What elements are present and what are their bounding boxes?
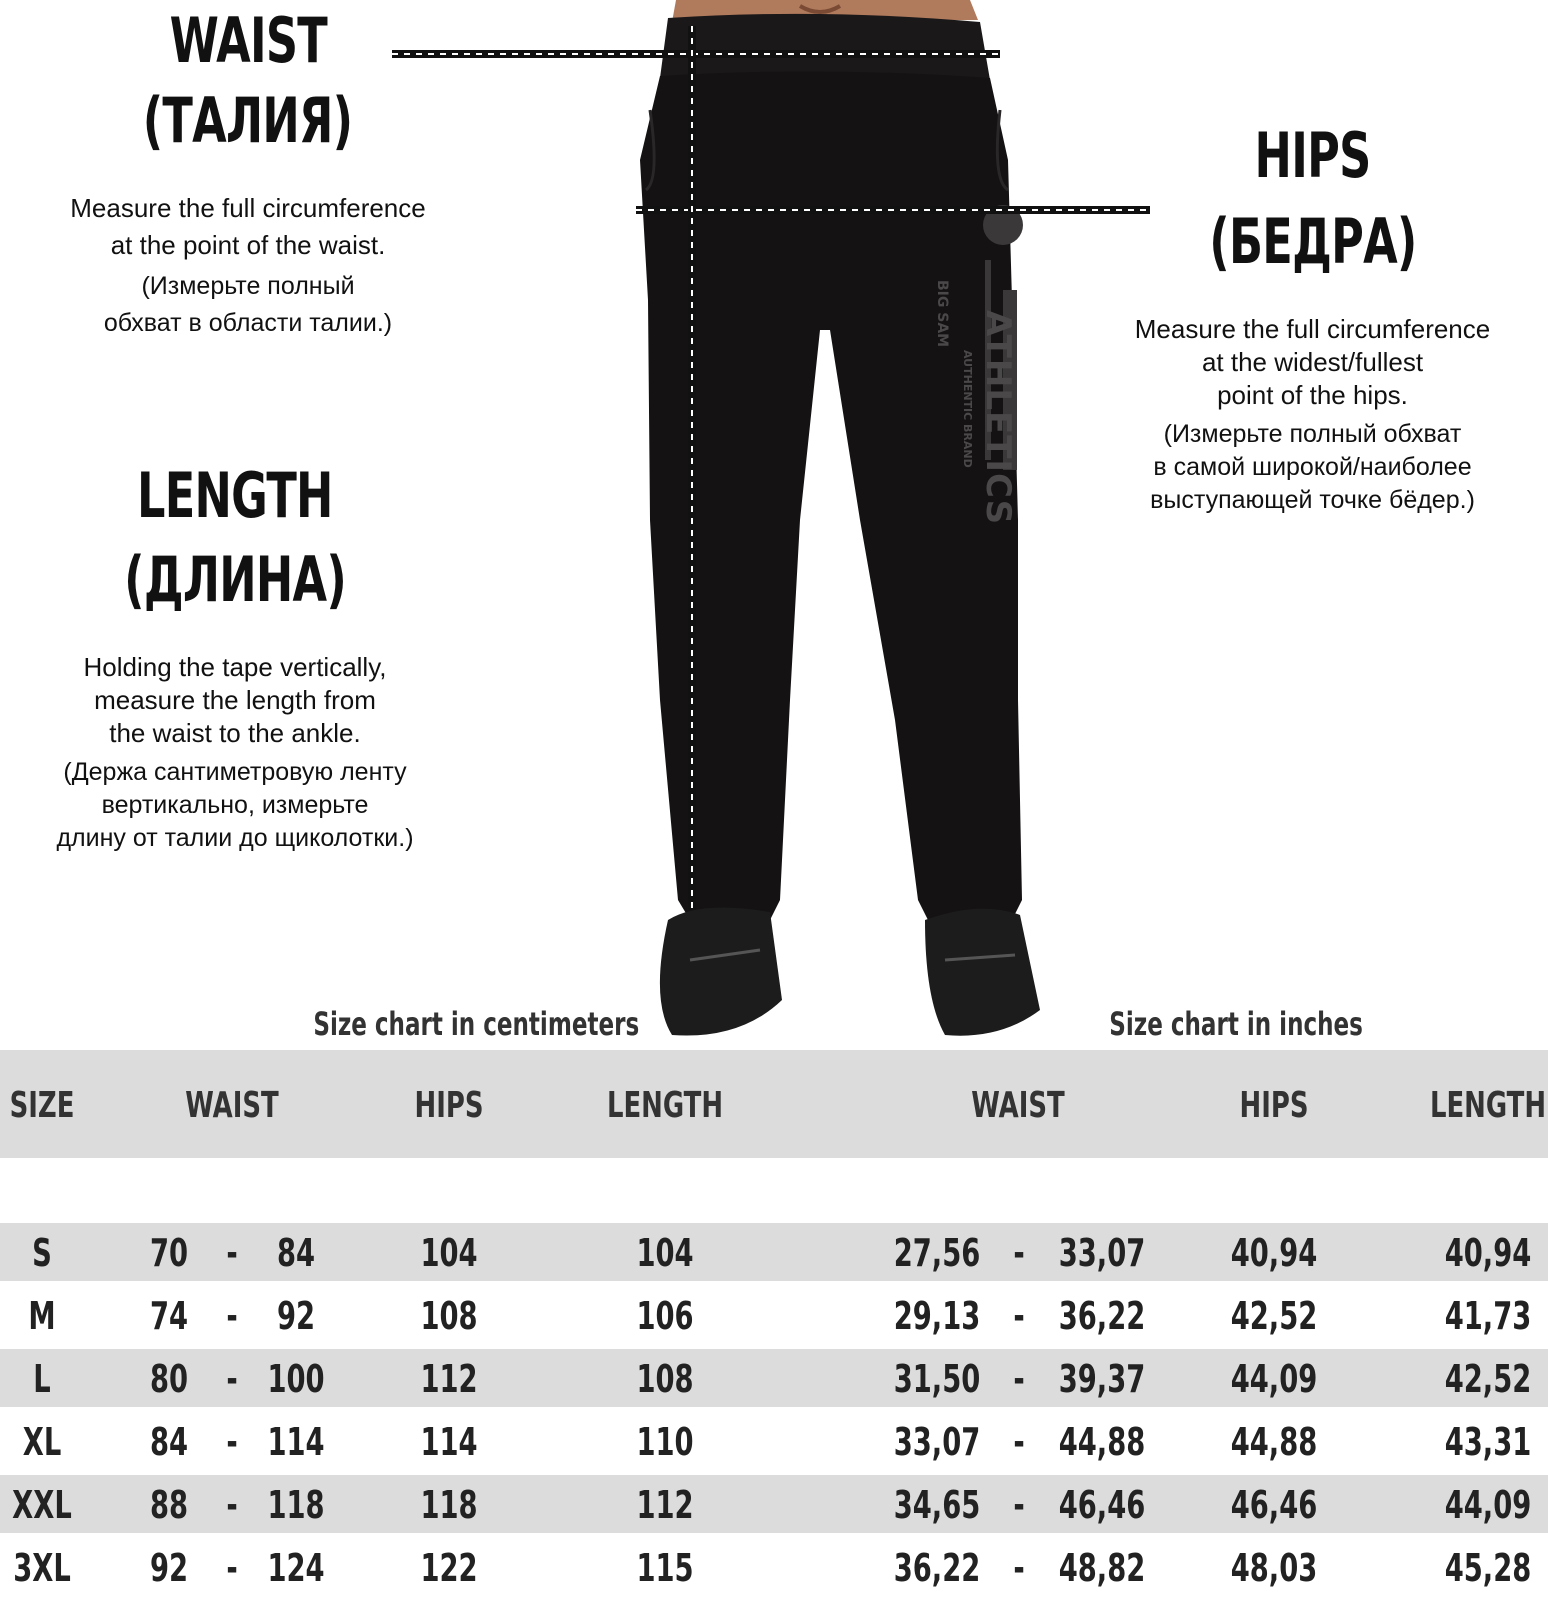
table-cell-length-cm: 110 [636, 1420, 694, 1464]
hips-description-ru: (Измерьте полный обхват в самой широкой/наиболее выступающей точке бёдер.) [1150, 420, 1475, 514]
table-cell-dash: - [1013, 1420, 1025, 1464]
table-cell-size: 3XL [13, 1546, 71, 1590]
waist-description: Measure the full circumference at the point of the waist. [70, 193, 426, 260]
header-size: SIZE [9, 1085, 75, 1126]
table-cell-waist-cm-min: 88 [149, 1483, 189, 1527]
header-waist-in: WAIST [971, 1085, 1065, 1126]
table-cell-waist-in-max: 39,37 [1058, 1357, 1146, 1401]
table-cell-dash: - [1013, 1357, 1025, 1401]
table-cell-waist-cm-min: 74 [149, 1294, 189, 1338]
table-cell-waist-in-min: 33,07 [893, 1420, 981, 1464]
waist-description-ru: (Измерьте полный обхват в области талии.) [103, 272, 393, 337]
table-cell-dash: - [226, 1357, 238, 1401]
table-cell-size: XL [22, 1420, 62, 1464]
table-cell-size: M [28, 1294, 56, 1338]
table-cell-hips-cm: 112 [420, 1357, 478, 1401]
length-description: Holding the tape vertically, measure the length from the waist to the ankle. [83, 652, 387, 748]
table-cell-dash: - [1013, 1483, 1025, 1527]
table-cell-length-in: 41,73 [1444, 1294, 1532, 1338]
table-cell-length-in: 45,28 [1444, 1546, 1532, 1590]
header-length-in: LENGTH [1429, 1085, 1547, 1126]
table-cell-waist-in-min: 34,65 [893, 1483, 981, 1527]
table-cell-waist-cm-max: 118 [267, 1483, 325, 1527]
table-cell-hips-in: 44,09 [1230, 1357, 1318, 1401]
table-cell-dash: - [226, 1231, 238, 1275]
table-cell-waist-in-max: 46,46 [1058, 1483, 1146, 1527]
header-waist-cm: WAIST [185, 1085, 279, 1126]
table-cell-length-cm: 112 [636, 1483, 694, 1527]
table-cell-dash: - [226, 1483, 238, 1527]
table-cell-waist-cm-min: 84 [149, 1420, 189, 1464]
table-cell-waist-in-min: 27,56 [893, 1231, 981, 1275]
table-cell-waist-cm-min: 92 [149, 1546, 189, 1590]
table-cell-dash: - [226, 1420, 238, 1464]
table-cell-hips-in: 46,46 [1230, 1483, 1318, 1527]
garment-brand-main: ATHLETICS [978, 310, 1018, 526]
table-cell-dash: - [1013, 1546, 1025, 1590]
length-title: LENGTH [137, 459, 333, 532]
hips-title: HIPS [1254, 119, 1371, 192]
table-cell-hips-in: 42,52 [1230, 1294, 1318, 1338]
table-cell-waist-in-min: 36,22 [893, 1546, 981, 1590]
table-cell-waist-cm-max: 100 [267, 1357, 325, 1401]
hips-description: Measure the full circumference at the widest/fullest point of the hips. [1134, 314, 1491, 410]
table-cell-dash: - [1013, 1231, 1025, 1275]
table-cell-hips-in: 40,94 [1230, 1231, 1318, 1275]
table-cell-size: XXL [12, 1483, 72, 1527]
table-cell-hips-cm: 114 [420, 1420, 478, 1464]
table-cell-length-in: 40,94 [1444, 1231, 1532, 1275]
length-description-ru: (Держа сантиметровую ленту вертикально, измерьте длину от талии до щиколотки.) [56, 758, 414, 852]
table-cell-hips-cm: 122 [420, 1546, 478, 1590]
table-cell-waist-in-min: 31,50 [893, 1357, 981, 1401]
table-cell-dash: - [226, 1294, 238, 1338]
table-cell-size: S [32, 1231, 52, 1275]
size-chart-title-in: Size chart in inches [1109, 1005, 1363, 1043]
garment-brand-small: BIG SAM [934, 280, 950, 348]
waist-title-ru: (ТАЛИЯ) [143, 84, 353, 157]
hips-title-ru: (БЕДРА) [1208, 205, 1417, 278]
table-cell-hips-cm: 108 [420, 1294, 478, 1338]
table-cell-waist-cm-max: 92 [276, 1294, 316, 1338]
table-cell-waist-cm-max: 84 [276, 1231, 316, 1275]
table-cell-dash: - [1013, 1294, 1025, 1338]
table-cell-length-in: 44,09 [1444, 1483, 1532, 1527]
table-cell-length-cm: 108 [636, 1357, 694, 1401]
table-cell-hips-in: 44,88 [1230, 1420, 1318, 1464]
table-cell-length-cm: 115 [636, 1546, 694, 1590]
length-title-ru: (ДЛИНА) [124, 543, 346, 616]
header-length-cm: LENGTH [606, 1085, 724, 1126]
header-hips-in: HIPS [1239, 1085, 1309, 1126]
waist-title: WAIST [169, 4, 327, 77]
table-cell-waist-in-max: 44,88 [1058, 1420, 1146, 1464]
table-cell-hips-cm: 118 [420, 1483, 478, 1527]
size-chart-title-cm: Size chart in centimeters [313, 1005, 640, 1043]
table-cell-waist-cm-max: 124 [267, 1546, 325, 1590]
table-cell-waist-cm-min: 80 [149, 1357, 189, 1401]
table-cell-waist-in-max: 48,82 [1058, 1546, 1146, 1590]
table-cell-length-in: 42,52 [1444, 1357, 1532, 1401]
table-cell-length-cm: 104 [636, 1231, 694, 1275]
garment-tagline: AUTHENTIC BRAND [961, 350, 974, 468]
header-hips-cm: HIPS [414, 1085, 484, 1126]
table-cell-length-cm: 106 [636, 1294, 694, 1338]
table-cell-waist-in-min: 29,13 [893, 1294, 981, 1338]
table-cell-waist-in-max: 33,07 [1058, 1231, 1146, 1275]
table-cell-hips-cm: 104 [420, 1231, 478, 1275]
table-cell-waist-in-max: 36,22 [1058, 1294, 1146, 1338]
table-cell-waist-cm-min: 70 [149, 1231, 189, 1275]
table-cell-waist-cm-max: 114 [267, 1420, 325, 1464]
table-cell-size: L [33, 1357, 51, 1401]
table-cell-length-in: 43,31 [1444, 1420, 1532, 1464]
table-cell-dash: - [226, 1546, 238, 1590]
table-cell-hips-in: 48,03 [1230, 1546, 1318, 1590]
